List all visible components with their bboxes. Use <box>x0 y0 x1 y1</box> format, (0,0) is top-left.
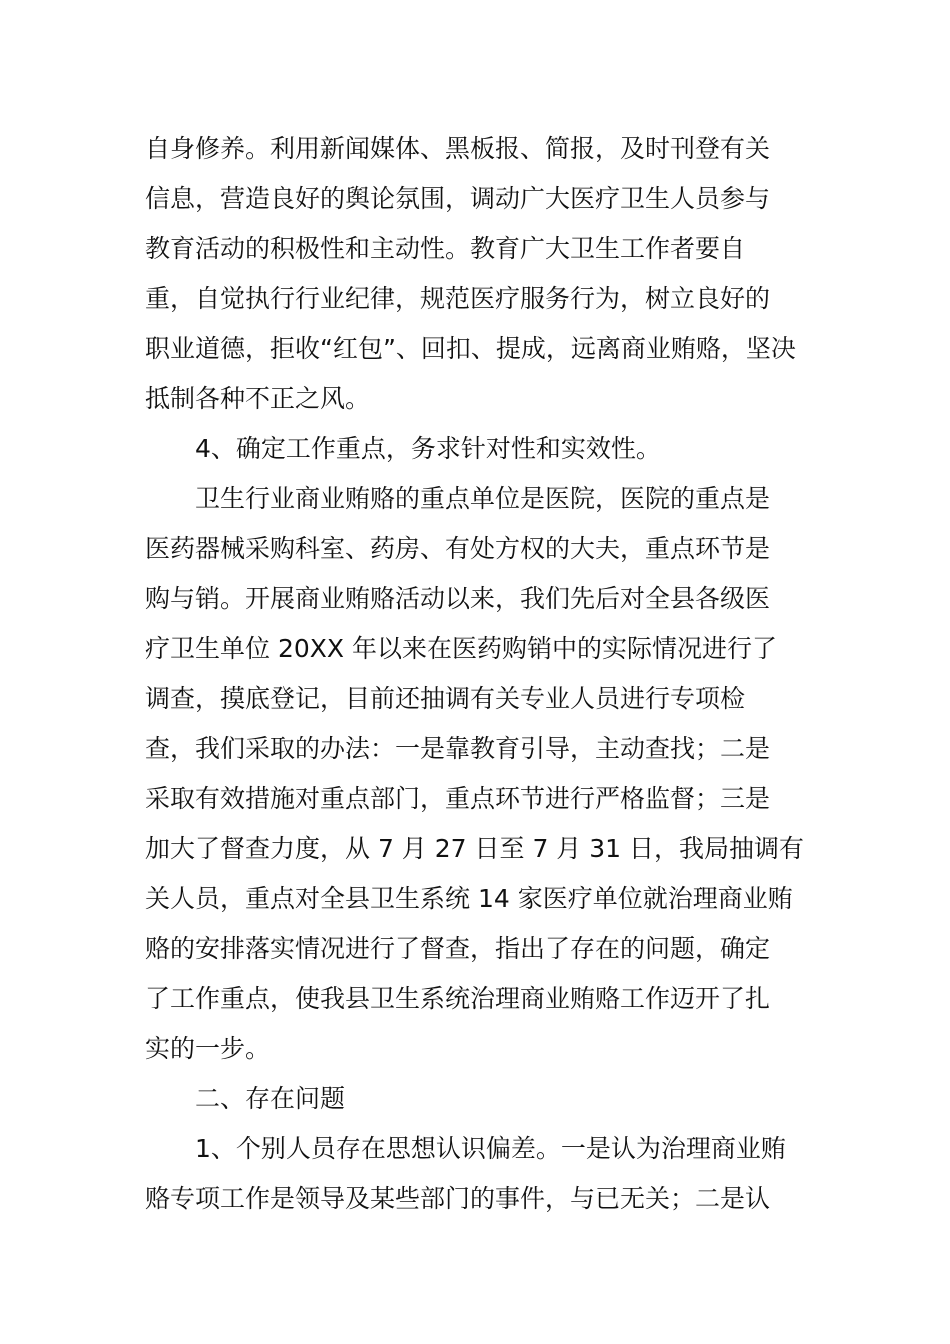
section-heading: 4、确定工作重点，务求针对性和实效性。 <box>195 434 661 463</box>
text-line: 购与销。开展商业贿赂活动以来，我们先后对全县各级医 <box>145 584 771 613</box>
text-line: 调查，摸底登记，目前还抽调有关专业人员进行专项检 <box>145 684 746 713</box>
text-line: 了工作重点，使我县卫生系统治理商业贿赂工作迈开了扎 <box>145 984 771 1013</box>
text-line: 疗卫生单位 20XX 年以来在医药购销中的实际情况进行了 <box>145 634 777 663</box>
text-line: 关人员，重点对全县卫生系统 14 家医疗单位就治理商业贿 <box>145 884 793 913</box>
section-heading: 二、存在问题 <box>195 1084 346 1113</box>
text-line: 重，自觉执行行业纪律，规范医疗服务行为，树立良好的 <box>145 284 771 313</box>
text-line: 采取有效措施对重点部门，重点环节进行严格监督；三是 <box>145 784 771 813</box>
document-body <box>145 124 805 1224</box>
text-line: 查，我们采取的办法：一是靠教育引导，主动查找；二是 <box>145 734 771 763</box>
text-line: 赂专项工作是领导及某些部门的事件，与已无关；二是认 <box>145 1184 771 1213</box>
text-line: 抵制各种不正之风。 <box>145 384 371 413</box>
text-line: 信息，营造良好的舆论氛围，调动广大医疗卫生人员参与 <box>145 184 771 213</box>
text-line: 实的一步。 <box>145 1034 271 1063</box>
text-line: 1、个别人员存在思想认识偏差。一是认为治理商业贿 <box>195 1134 786 1163</box>
text-line: 医药器械采购科室、药房、有处方权的大夫，重点环节是 <box>145 534 771 563</box>
text-line: 赂的安排落实情况进行了督查，指出了存在的问题，确定 <box>145 934 771 963</box>
text-line: 加大了督查力度，从 7 月 27 日至 7 月 31 日，我局抽调有 <box>145 834 805 863</box>
text-line: 职业道德，拒收“红包”、回扣、提成，远离商业贿赂，坚决 <box>145 334 796 363</box>
text-line: 自身修养。利用新闻媒体、黑板报、简报，及时刊登有关 <box>145 134 771 163</box>
text-line: 卫生行业商业贿赂的重点单位是医院，医院的重点是 <box>195 484 771 513</box>
text-line: 教育活动的积极性和主动性。教育广大卫生工作者要自 <box>145 234 746 263</box>
